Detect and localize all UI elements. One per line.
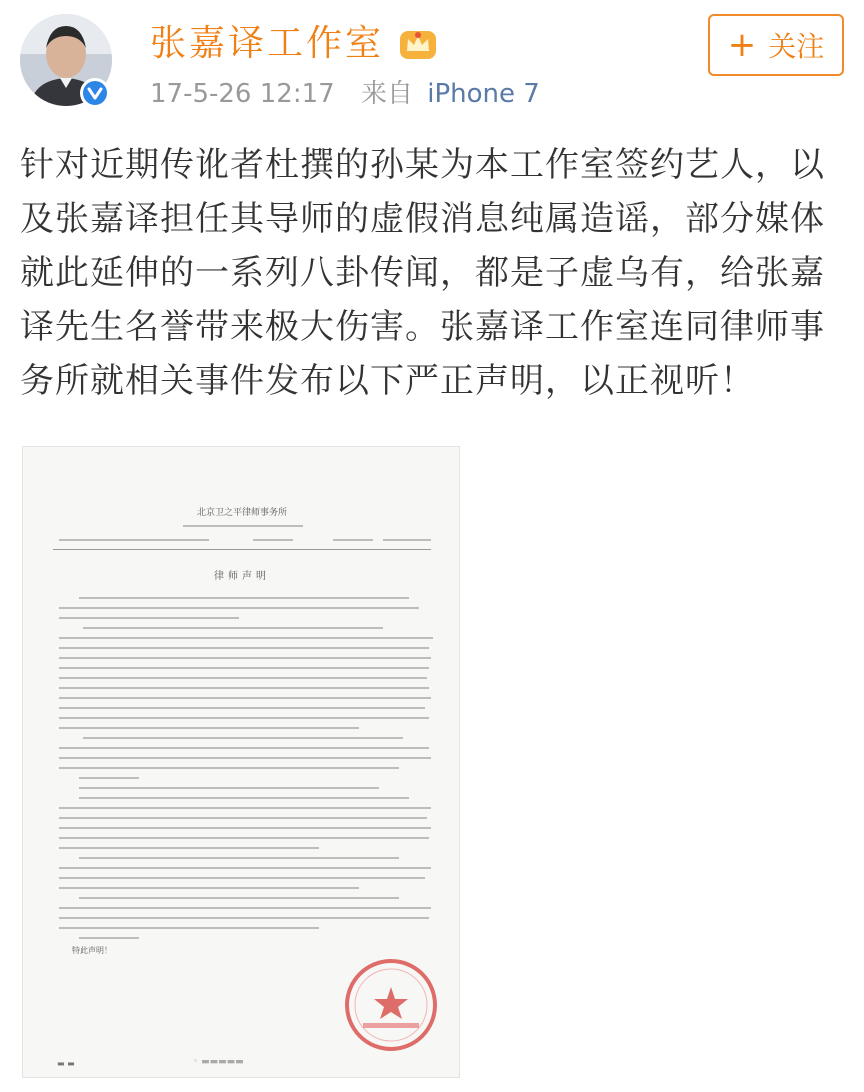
document-firm-name: 北京卫之平律师事务所: [196, 508, 287, 518]
follow-button[interactable]: [708, 14, 844, 76]
document-text-line: [59, 837, 429, 839]
document-text-line: [59, 767, 399, 769]
document-text-line: [59, 607, 419, 609]
document-text-line: [79, 787, 379, 789]
document-text-line: [59, 657, 431, 659]
post-meta: [150, 76, 540, 112]
document-text-line: [59, 807, 431, 809]
document-text-line: [59, 757, 431, 759]
document-text-line: [59, 817, 427, 819]
document-text-line: [59, 907, 431, 909]
document-text-line: [83, 737, 403, 739]
document-contact-line: [59, 539, 209, 541]
author-row: [150, 20, 438, 68]
source-device-link[interactable]: iPhone 7: [427, 79, 540, 109]
document-text-line: [59, 727, 359, 729]
document-contact-line: [333, 539, 373, 541]
document-heading: 律师声明: [214, 571, 270, 582]
document-contact-line: [383, 539, 431, 541]
document-text-line: [59, 927, 319, 929]
document-text-line: [79, 937, 139, 939]
document-text-line: [59, 747, 429, 749]
author-name[interactable]: 张嘉译工作室: [150, 23, 385, 64]
document-text-line: [59, 877, 425, 879]
crown-icon: [398, 27, 438, 61]
document-text-line: [79, 857, 399, 859]
document-text-line: [59, 617, 239, 619]
document-text-line: [59, 827, 431, 829]
document-text-line: [79, 897, 399, 899]
source-prefix: 来自: [360, 79, 413, 109]
post-body-text: 针对近期传讹者杜撰的孙某为本工作室签约艺人，以及张嘉译担任其导师的虚假消息纯属造谣，部分媒体就此延伸的一系列八卦传闻，都是子虚乌有，给张嘉译先生名誉带来极大伤害。张嘉译工作室连同律师事务所就相关事件发布以下严正声明，以正视听！: [20, 145, 825, 401]
document-text-line: [59, 887, 359, 889]
document-text-line: [79, 597, 409, 599]
verified-badge-icon: [80, 78, 110, 108]
document-text-line: [59, 697, 431, 699]
follow-label: 关注: [768, 30, 825, 63]
document-address-line: [183, 525, 303, 527]
document-text-line: [59, 667, 429, 669]
document-text-line: [59, 687, 429, 689]
document-text-line: [59, 717, 429, 719]
document-contact-line: [253, 539, 293, 541]
post-timestamp: 17-5-26 12:17: [150, 79, 335, 109]
document-rule: [53, 549, 431, 550]
document-text-line: [79, 777, 139, 779]
document-text-line: [59, 647, 429, 649]
document-text-line: [59, 867, 431, 869]
plus-icon: +: [727, 25, 757, 65]
document-text-line: [59, 677, 427, 679]
document-closing: 特此声明！: [72, 946, 112, 955]
document-text-line: [79, 797, 409, 799]
document-text-line: [59, 637, 433, 639]
watermark: ◦ ▬▬▬▬▬: [193, 1057, 244, 1067]
document-text-line: [59, 847, 319, 849]
post-header: [0, 0, 864, 120]
document-text-line: [59, 917, 429, 919]
attached-image-lawyer-statement[interactable]: [22, 446, 460, 1078]
seal-stamp-icon: [341, 955, 441, 1055]
document-text-line: [59, 707, 425, 709]
document-page-number: ▬ ▬: [57, 1059, 75, 1068]
document-text-line: [83, 627, 383, 629]
